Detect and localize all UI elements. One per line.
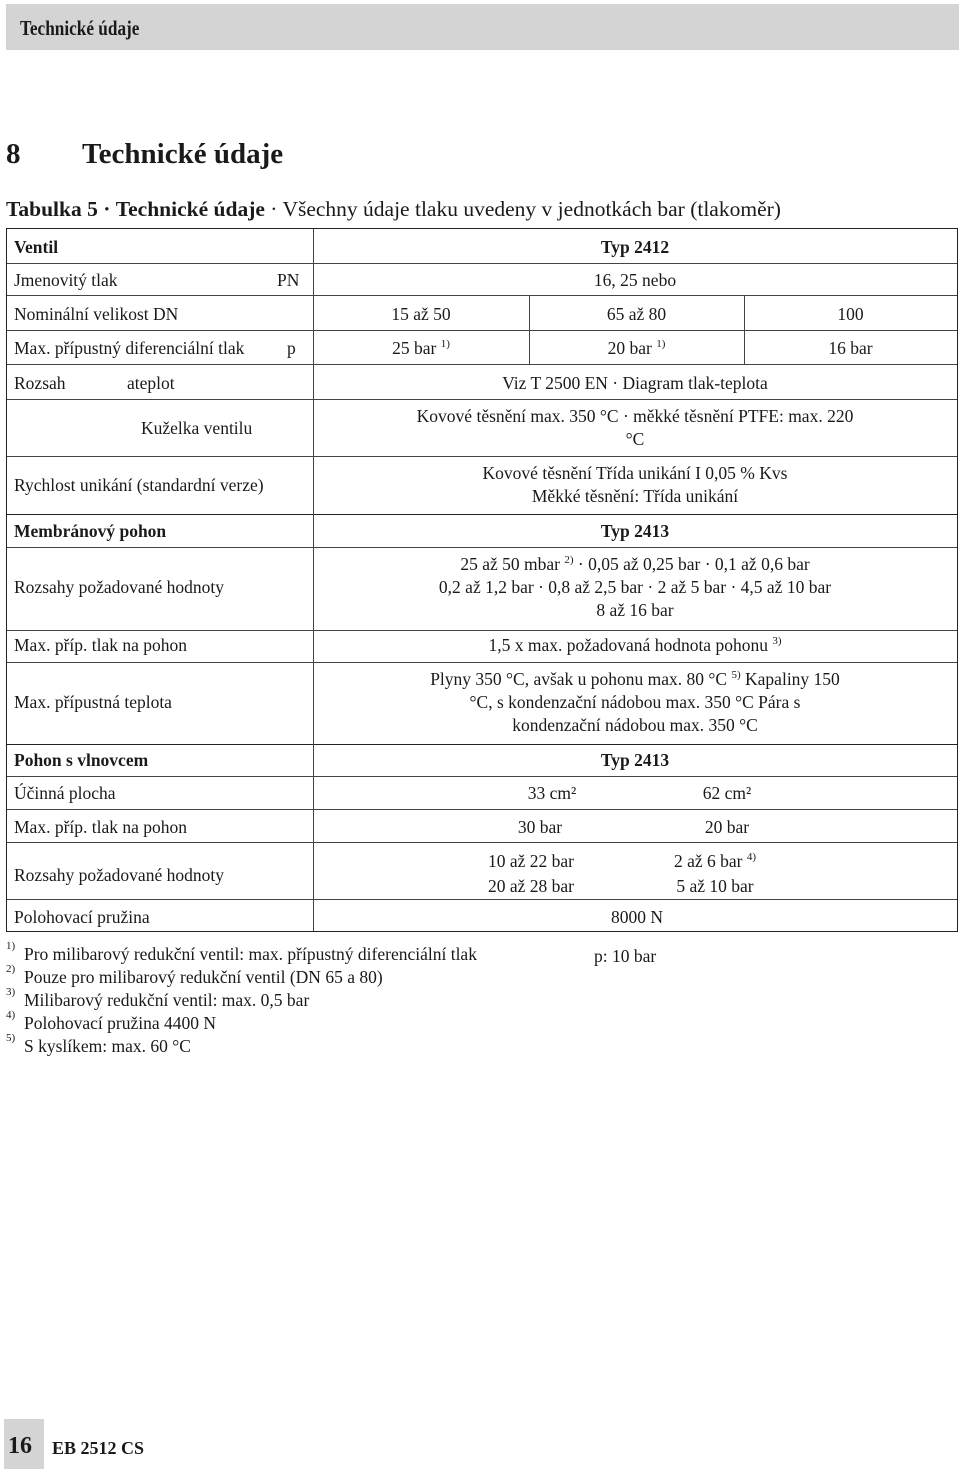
footnote-ref: 3) [772, 635, 782, 648]
max-diff-pressure-value: 16 bar [828, 338, 873, 358]
caption-separator: · [103, 197, 111, 221]
row-divider [7, 809, 957, 810]
leakage-value-line1: Kovové těsnění Třída unikání I 0,05 % Kvs [482, 463, 788, 483]
row-label-leakage: Rychlost unikání (standardní verze) [14, 475, 264, 495]
section-title: Technické údaje [82, 138, 284, 170]
effective-area-value: 33 cm² [527, 783, 577, 803]
row-label-max-temperature: Max. přípustná teplota [14, 692, 172, 712]
page-number: 16 [8, 1433, 32, 1459]
row-divider [7, 295, 957, 296]
caption-text: Všechny údaje tlaku uvedeny v jednotkách bar [282, 197, 685, 221]
row-label-effective-area: Účinná plocha [14, 783, 116, 803]
max-temperature-line2: °C, s kondenzační nádobou max. 350 °C Pára s [469, 692, 801, 712]
document-code: EB 2512 CS [52, 1438, 145, 1458]
row-label-spring: Polohovací pružina [14, 907, 150, 927]
diaphragm-type: Typ 2413 [600, 521, 670, 541]
max-diff-pressure-symbol: p [287, 338, 296, 358]
footnote-extra: p: 10 bar [594, 946, 657, 966]
caption-title: Technické údaje [115, 197, 265, 221]
caption-extra: (tlakoměr) [690, 197, 781, 221]
page-header [6, 4, 959, 50]
section-heading [6, 138, 283, 171]
row-divider [7, 662, 957, 663]
max-actuator-pressure-value: 1,5 x max. požadovaná hodnota pohonu $^{3)}$ [488, 635, 782, 655]
technical-data-table [6, 228, 958, 932]
bellows-max-pressure-value: 30 bar [517, 817, 563, 837]
row-divider [7, 399, 957, 400]
nominal-pressure-value: 16, 25 nebo [593, 270, 677, 290]
spring-value: 8000 N [610, 907, 663, 927]
row-divider [7, 630, 957, 631]
max-temperature-line3: kondenzační nádobou max. 350 °C [512, 715, 758, 735]
plug-value-line2: °C [625, 429, 645, 449]
header-title: Technické údaje [20, 16, 140, 40]
bellows-max-pressure-value: 20 bar [704, 817, 750, 837]
caption-separator: · [270, 197, 278, 221]
row-label-bellows-max-pressure: Max. příp. tlak na pohon [14, 817, 188, 837]
row-divider [7, 330, 957, 331]
nominal-size-value: 65 až 80 [606, 304, 667, 324]
max-diff-pressure-value: 20 bar $^{1)}$ [607, 338, 666, 358]
row-label-bellows: Pohon s vlnovcem [14, 750, 149, 770]
setpoint-ranges-line1: 25 až 50 mbar $^{2)}$ · 0,05 až 0,25 bar · 0,1 až 0,6 bar [460, 554, 810, 574]
footnote-ref: 2) [564, 554, 574, 567]
max-diff-pressure-value: 25 bar $^{1)}$ [392, 338, 450, 358]
row-divider [7, 364, 957, 365]
row-divider [7, 456, 957, 457]
caption-label: Tabulka 5 [6, 197, 98, 221]
plug-value-line1: Kovové těsnění max. 350 °C · měkké těsnění PTFE: max. 220 [416, 406, 854, 426]
row-label-bellows-setpoint: Rozsahy požadované hodnoty [14, 865, 224, 885]
footnote-ref: 5) [731, 669, 741, 682]
row-label-ventil: Ventil [14, 237, 59, 257]
max-temperature-line1: Plyny 350 °C, avšak u pohonu max. 80 °C $^{5)}$ Kapaliny 150 [430, 669, 840, 689]
footnote-ref: 1) [656, 338, 666, 351]
row-label-max-diff-pressure: Max. přípustný diferenciální tlak [14, 338, 245, 358]
row-divider [7, 744, 957, 745]
bellows-setpoint-col2: 5 až 10 bar [676, 876, 754, 896]
bellows-type: Typ 2413 [600, 750, 670, 770]
bellows-setpoint-col1: 20 až 28 bar [487, 876, 574, 896]
row-label-setpoint-ranges: Rozsahy požadované hodnoty [14, 577, 224, 597]
leakage-value-line2: Měkké těsnění: Třída unikání [531, 486, 739, 506]
row-label-temperature-range-2: ateplot [127, 373, 175, 393]
footnote-ref: 4) [746, 851, 757, 864]
row-divider [7, 514, 957, 515]
row-divider [7, 263, 957, 264]
row-label-plug: Kuželka ventilu [141, 418, 253, 438]
row-label-temperature-range: Rozsah [14, 373, 66, 393]
row-divider [7, 842, 957, 843]
bellows-setpoint-col1: 10 až 22 bar [487, 851, 574, 871]
temperature-range-value: Viz T 2500 EN · Diagram tlak-teplota [502, 373, 768, 393]
row-label-max-actuator-pressure: Max. příp. tlak na pohon [14, 635, 188, 655]
row-label-nominal-pressure: Jmenovitý tlak [14, 270, 118, 290]
row-divider [7, 899, 957, 900]
row-label-nominal-size: Nominální velikost DN [14, 304, 179, 324]
nominal-pressure-symbol: PN [277, 270, 300, 290]
row-divider [7, 776, 957, 777]
footnote-ref: 1) [440, 338, 450, 351]
ventil-type: Typ 2412 [600, 237, 670, 257]
row-divider [7, 547, 957, 548]
nominal-size-value: 15 až 50 [391, 304, 451, 324]
row-label-diaphragm: Membránový pohon [14, 521, 167, 541]
table-caption [6, 197, 781, 222]
setpoint-ranges-line2: 0,2 až 1,2 bar · 0,8 až 2,5 bar · 2 až 5 bar · 4,5 až 10 bar [438, 577, 832, 597]
nominal-size-value: 100 [837, 304, 864, 324]
effective-area-value: 62 cm² [702, 783, 752, 803]
section-number: 8 [6, 138, 21, 170]
bellows-setpoint-col2: 2 až 6 bar $^{4)}$ [673, 851, 757, 871]
setpoint-ranges-line3: 8 až 16 bar [596, 600, 674, 620]
